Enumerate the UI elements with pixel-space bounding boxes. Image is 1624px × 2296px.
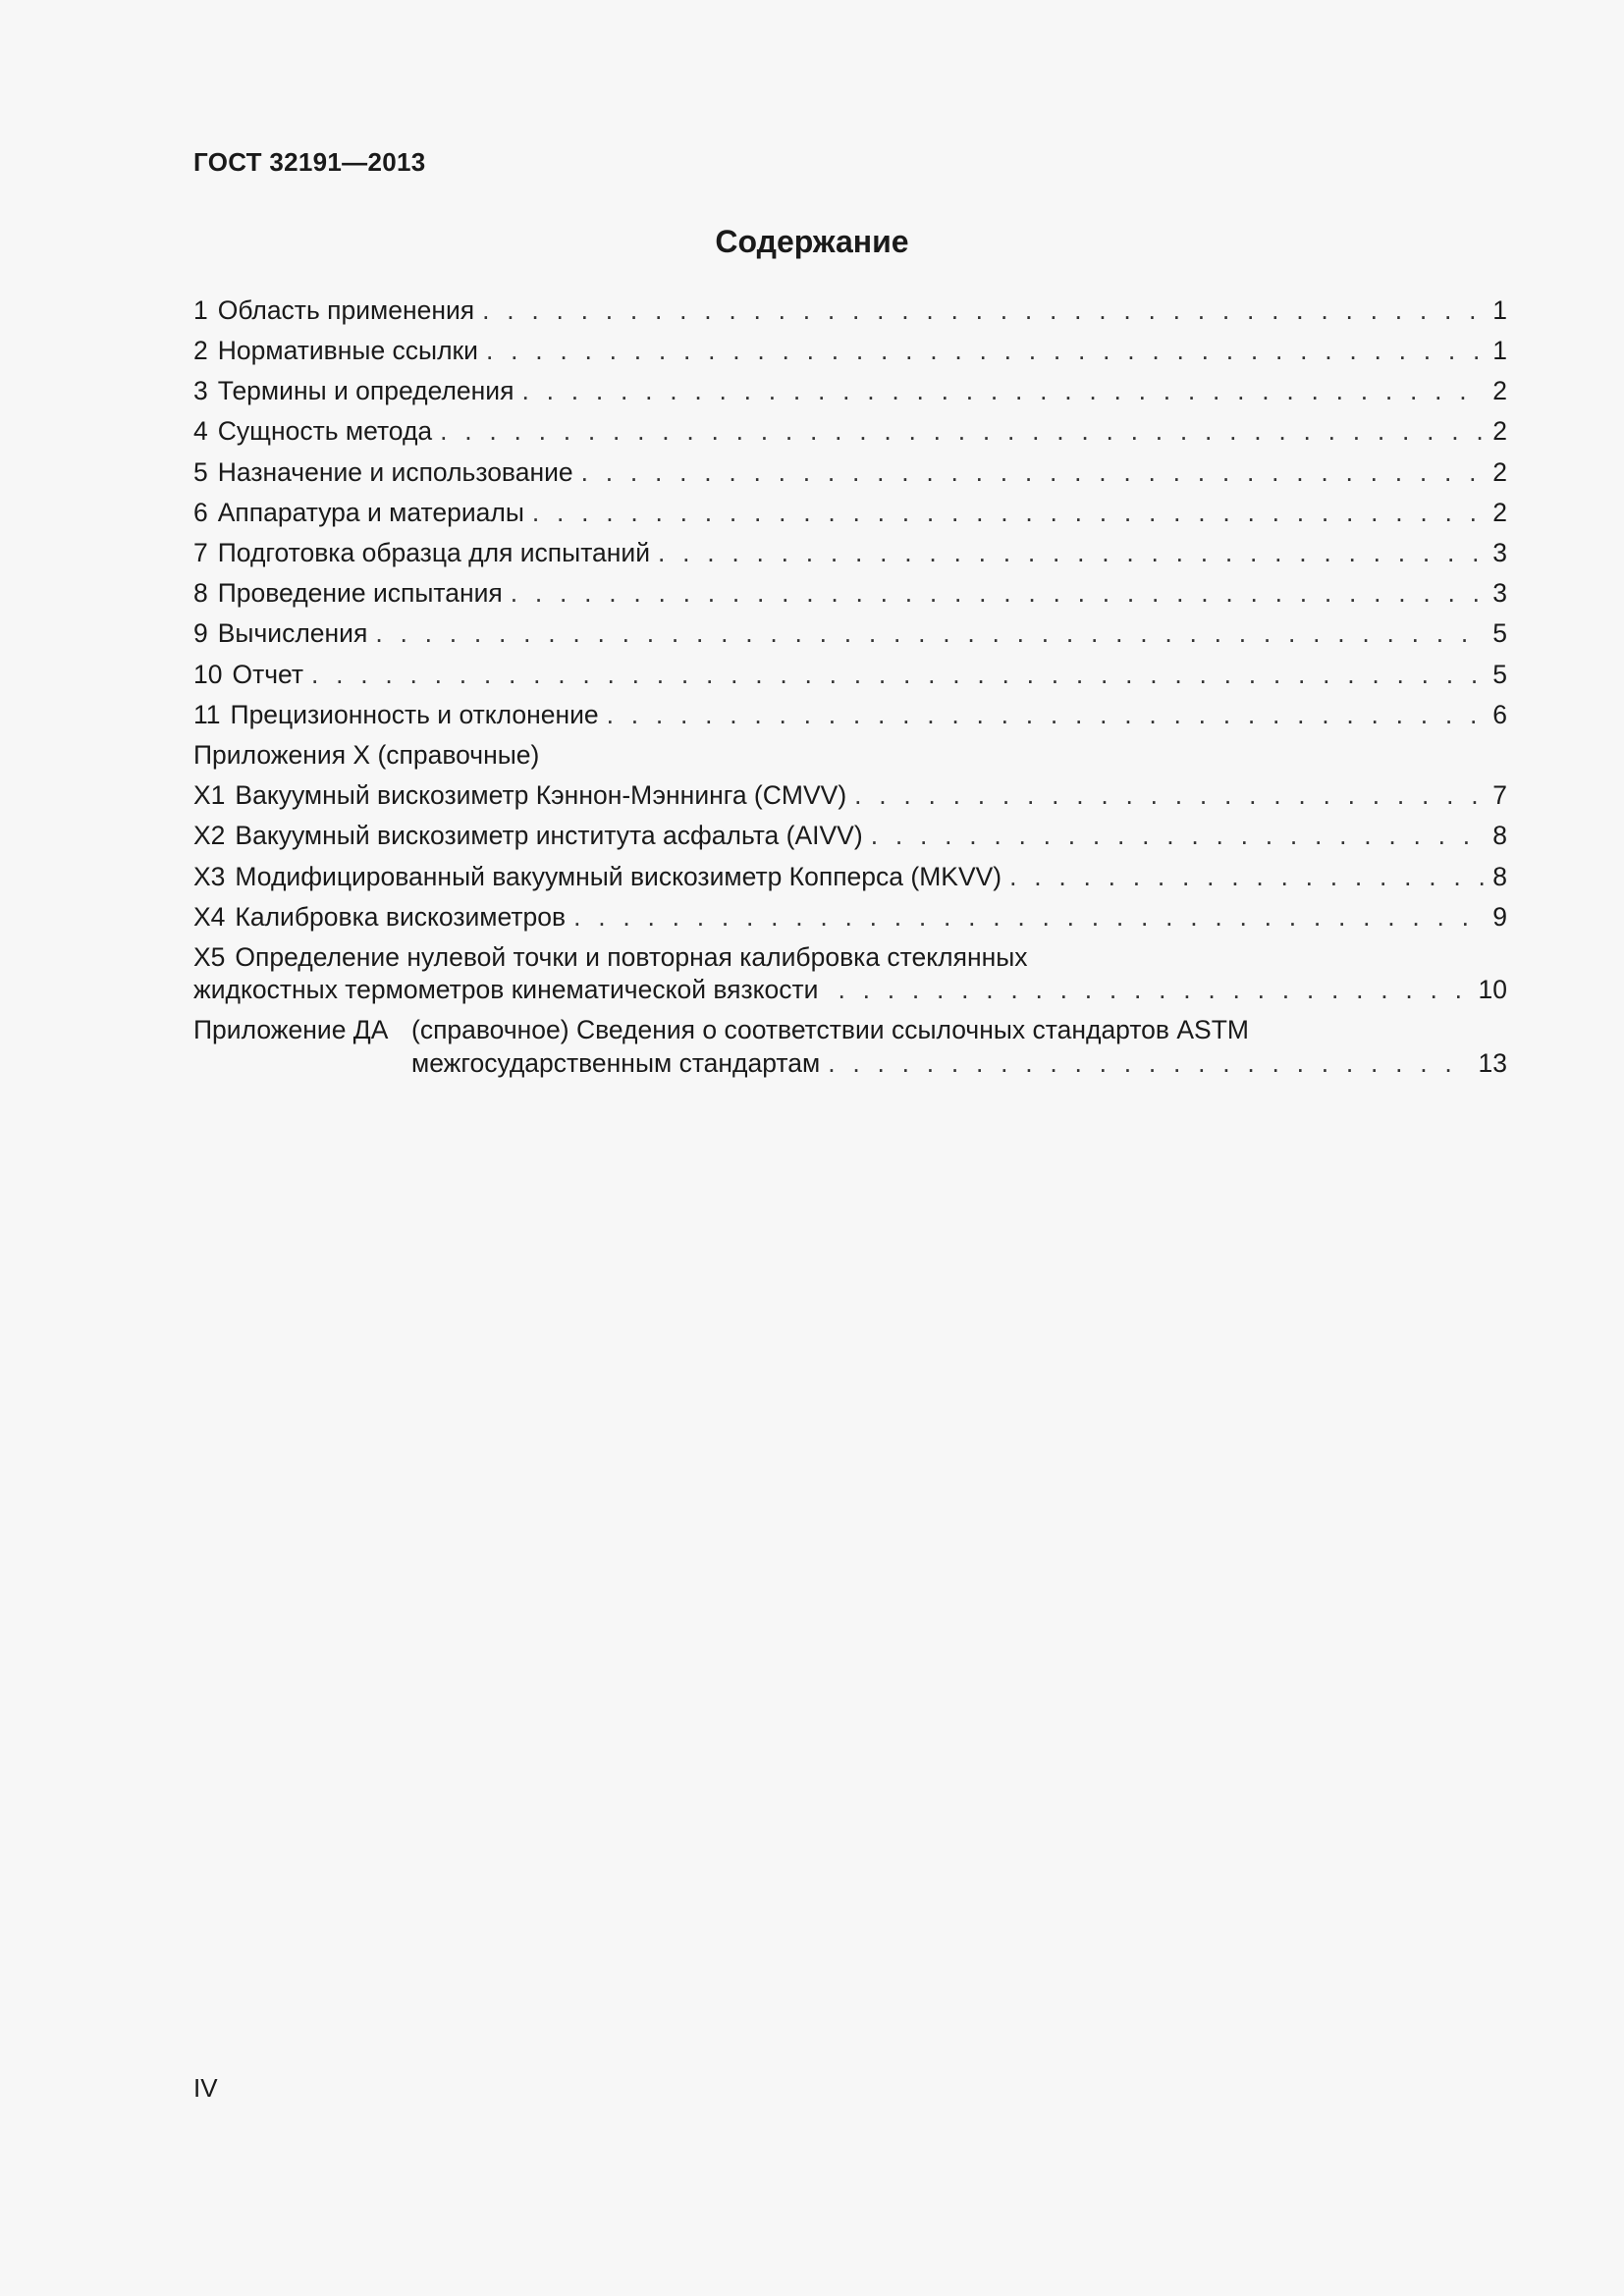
appendix-da-title: (справочное) Сведения о соответствии ссылочных стандартов ASTM [411, 1015, 1249, 1044]
appendix-da-second-line [411, 1046, 1507, 1080]
toc-entry [193, 616, 1507, 650]
appendix-entry-title-continued: жидкостных термометров кинематической вязкости [193, 975, 819, 1004]
page-number: IV [193, 2073, 218, 2103]
toc-entry-title: Проведение испытания [217, 578, 503, 608]
page-title: Содержание [715, 224, 909, 259]
appendix-entry-page: 8 [1492, 821, 1507, 850]
appendix-entry-page: 9 [1492, 902, 1507, 932]
appendix-da-first-line [193, 1013, 1249, 1046]
toc-entry-number: 10 [193, 660, 223, 689]
toc-entry [193, 374, 1507, 407]
appendix-da-title-continued: межгосударственным стандартам [411, 1048, 821, 1078]
toc-entry-page: 1 [1492, 295, 1507, 325]
appendix-x-heading: Приложения X (справочные) [193, 740, 540, 770]
toc-entry [193, 536, 1507, 569]
toc-leader-dots [838, 973, 1470, 1006]
toc-entry-number: 4 [193, 416, 208, 446]
toc-entry-page: 2 [1492, 416, 1507, 446]
toc-entry-title: Термины и определения [217, 376, 514, 405]
document-header: ГОСТ 32191—2013 [193, 147, 426, 177]
toc-leader-dots [854, 778, 1485, 812]
appendix-entry-title: Модифицированный вакуумный вискозиметр Копперса (MKVV) [235, 862, 1002, 891]
toc-entry-number: 5 [193, 457, 208, 487]
toc-entry-page: 5 [1492, 618, 1507, 648]
toc-entry [193, 658, 1507, 691]
toc-entry-title: Область применения [217, 295, 475, 325]
toc-entry-page: 2 [1492, 457, 1507, 487]
toc-entry-page: 3 [1492, 538, 1507, 567]
appendix-entry-number: X3 [193, 862, 226, 891]
appendix-entry-page: 7 [1492, 780, 1507, 810]
appendix-entry-number: X4 [193, 902, 226, 932]
toc-entry-page: 2 [1492, 376, 1507, 405]
toc-entry-title: Сущность метода [217, 416, 433, 446]
toc-leader-dots [607, 698, 1486, 731]
toc-entry-number: 11 [193, 700, 221, 729]
toc-entry-number: 2 [193, 336, 208, 365]
toc-entry-page: 5 [1492, 660, 1507, 689]
toc-entry-title: Нормативные ссылки [217, 336, 478, 365]
toc-entry-number: 6 [193, 498, 208, 527]
toc-leader-dots [573, 900, 1485, 934]
toc-entry-number: 1 [193, 295, 208, 325]
appendix-entry-x5-second-line [193, 973, 1507, 1006]
toc-entry-number: 8 [193, 578, 208, 608]
toc-entry-page: 1 [1492, 336, 1507, 365]
toc-entry [193, 698, 1507, 731]
appendix-entry-title: Вакуумный вискозиметр института асфальта (AIVV) [235, 821, 863, 850]
appendix-da-page: 13 [1478, 1048, 1507, 1078]
toc-entry-title: Аппаратура и материалы [217, 498, 524, 527]
toc-leader-dots [871, 819, 1486, 852]
toc-entry-title: Назначение и использование [217, 457, 573, 487]
toc-entry [193, 576, 1507, 610]
toc-entry-number: 3 [193, 376, 208, 405]
toc-entry [193, 496, 1507, 529]
toc-entry-title: Вычисления [217, 618, 368, 648]
toc-leader-dots [375, 616, 1485, 650]
toc-leader-dots [482, 294, 1485, 327]
toc-entry-number: 9 [193, 618, 208, 648]
toc-entry-page: 3 [1492, 578, 1507, 608]
appendix-entry-number: X1 [193, 780, 226, 810]
appendix-entry-title: Определение нулевой точки и повторная калибровка стеклянных [235, 942, 1028, 972]
toc-leader-dots [440, 414, 1485, 448]
appendix-entry-page: 8 [1492, 862, 1507, 891]
toc-entry [193, 334, 1507, 367]
appendix-entry-number: X5 [193, 942, 226, 972]
toc-leader-dots [486, 334, 1485, 367]
appendix-da-label: Приложение ДА [193, 1015, 389, 1044]
toc-entry-title: Подготовка образца для испытаний [217, 538, 651, 567]
appendix-entry-title: Вакуумный вискозиметр Кэннон-Мэннинга (CMVV) [235, 780, 847, 810]
appendix-entry-title: Калибровка вискозиметров [235, 902, 567, 932]
appendix-entry [193, 860, 1507, 893]
appendix-entry [193, 819, 1507, 852]
toc-leader-dots [1009, 860, 1485, 893]
appendix-entry [193, 900, 1507, 934]
toc-entry-title: Прецизионность и отклонение [230, 700, 599, 729]
toc-leader-dots [828, 1046, 1470, 1080]
toc-leader-dots [581, 455, 1486, 489]
toc-entry [193, 294, 1507, 327]
appendix-entry [193, 778, 1507, 812]
toc-leader-dots [511, 576, 1485, 610]
appendix-entry-page: 10 [1478, 975, 1507, 1004]
toc-entry-title: Отчет [232, 660, 304, 689]
toc-entry [193, 455, 1507, 489]
toc-entry-number: 7 [193, 538, 208, 567]
toc-leader-dots [532, 496, 1485, 529]
toc-entry-page: 6 [1492, 700, 1507, 729]
toc-entry-page: 2 [1492, 498, 1507, 527]
toc-leader-dots [521, 374, 1485, 407]
appendix-entry-x5-first-line [193, 940, 1028, 974]
toc-leader-dots [311, 658, 1485, 691]
appendix-entry-number: X2 [193, 821, 226, 850]
toc-leader-dots [658, 536, 1485, 569]
toc-entry [193, 414, 1507, 448]
